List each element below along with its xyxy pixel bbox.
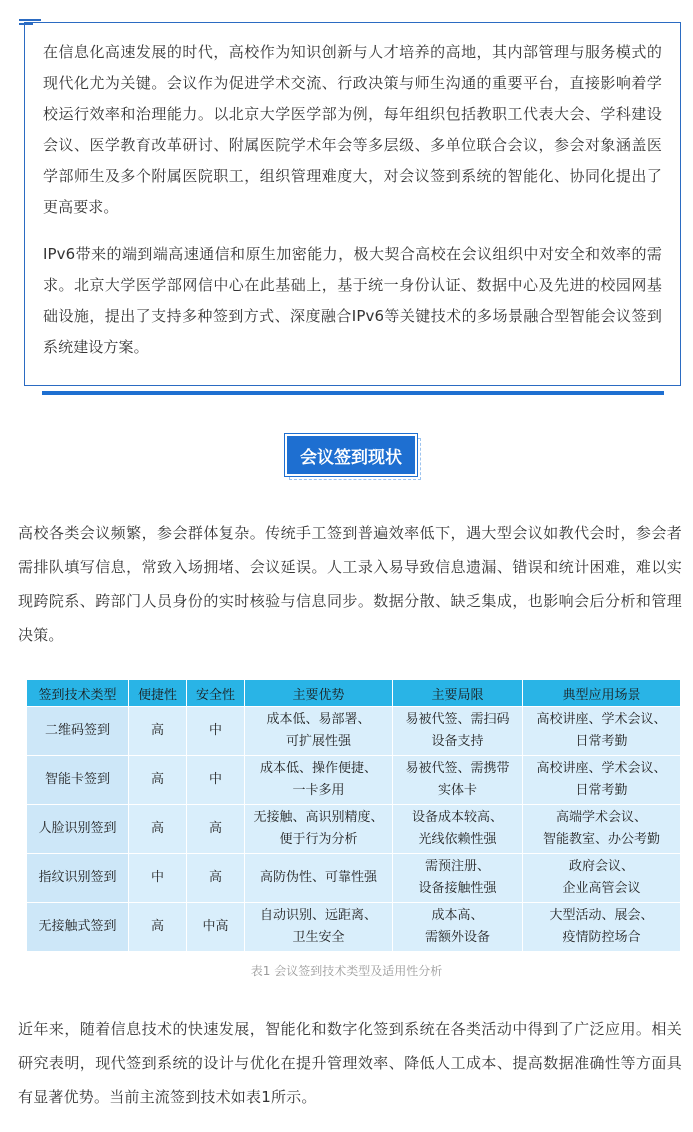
table-cell: 高	[129, 707, 187, 756]
header-cell: 安全性	[187, 680, 245, 707]
table-cell: 成本低、操作便捷、 一卡多用	[245, 756, 393, 805]
header-cell: 签到技术类型	[27, 680, 129, 707]
header-cell: 典型应用场景	[523, 680, 681, 707]
table-header-row	[27, 680, 681, 707]
table-cell: 无接触式签到	[27, 903, 129, 952]
table-cell: 高	[187, 805, 245, 854]
table-cell: 无接触、高识别精度、 便于行为分析	[245, 805, 393, 854]
table-cell: 政府会议、 企业高管会议	[523, 854, 681, 903]
table-caption: 表1 会议签到技术类型及适用性分析	[250, 964, 443, 978]
table-cell: 需预注册、 设备接触性强	[393, 854, 523, 903]
divider-bar	[42, 391, 664, 395]
header-cell: 便捷性	[129, 680, 187, 707]
signin-tech-table	[26, 679, 681, 952]
section-title: 会议签到现状	[285, 434, 417, 476]
header-cell: 主要局限	[393, 680, 523, 707]
table-cell: 成本低、易部署、 可扩展性强	[245, 707, 393, 756]
table-cell: 中	[187, 707, 245, 756]
intro-box	[24, 22, 681, 386]
table-cell: 智能卡签到	[27, 756, 129, 805]
table-cell: 高	[129, 805, 187, 854]
table-cell: 成本高、 需额外设备	[393, 903, 523, 952]
table-cell: 中高	[187, 903, 245, 952]
table-cell: 人脸识别签到	[27, 805, 129, 854]
intro-paragraph-2: IPv6带来的端到端高速通信和原生加密能力，极大契合高校在会议组织中对安全和效率的需求。北京大学医学部网信中心在此基础上，基于统一身份认证、数据中心及先进的校园网基础设施，提出了支持多种签到方式、深度融合IPv6等关键技术的多场景融合型智能会议签到系统建设方案。	[43, 245, 662, 356]
table-cell: 高	[129, 903, 187, 952]
table-cell: 高端学术会议、 智能教室、办公考勤	[523, 805, 681, 854]
table-row	[27, 756, 681, 805]
table-cell: 中	[129, 854, 187, 903]
table-cell: 二维码签到	[27, 707, 129, 756]
table-cell: 设备成本较高、 光线依赖性强	[393, 805, 523, 854]
header-cell: 主要优势	[245, 680, 393, 707]
table-cell: 指纹识别签到	[27, 854, 129, 903]
table-cell: 高校讲座、学术会议、 日常考勤	[523, 707, 681, 756]
table-cell: 自动识别、远距离、 卫生安全	[245, 903, 393, 952]
intro-paragraph-1: 在信息化高速发展的时代，高校作为知识创新与人才培养的高地，其内部管理与服务模式的现代化尤为关键。会议作为促进学术交流、行政决策与师生沟通的重要平台，直接影响着学校运行效率和治理能力。以北京大学医学部为例，每年组织包括教职工代表大会、学科建设会议、医学教育改革研讨、附属医院学术年会等多层级、多单位联合会议，参会对象涵盖医学部师生及多个附属医院职工，组织管理难度大，对会议签到系统的智能化、协同化提出了更高要求。	[43, 43, 662, 216]
table-row	[27, 805, 681, 854]
corner-decoration	[19, 19, 41, 27]
table-cell: 高防伪性、可靠性强	[245, 854, 393, 903]
table-row	[27, 707, 681, 756]
table-cell: 高	[129, 756, 187, 805]
table-cell: 易被代签、需扫码 设备支持	[393, 707, 523, 756]
table-row	[27, 854, 681, 903]
status-paragraph: 高校各类会议频繁，参会群体复杂。传统手工签到普遍效率低下，遇大型会议如教代会时，参会者需排队填写信息，常致入场拥堵、会议延误。人工录入易导致信息遗漏、错误和统计困难，难以实现跨院系、跨部门人员身份的实时核验与信息同步。数据分散、缺乏集成，也影响会后分析和管理决策。	[18, 524, 682, 644]
table-cell: 高校讲座、学术会议、 日常考勤	[523, 756, 681, 805]
table-cell: 大型活动、展会、 疫情防控场合	[523, 903, 681, 952]
table-cell: 中	[187, 756, 245, 805]
table-cell: 高	[187, 854, 245, 903]
section-heading	[285, 434, 421, 478]
table-row	[27, 903, 681, 952]
trend-paragraph: 近年来，随着信息技术的快速发展，智能化和数字化签到系统在各类活动中得到了广泛应用。相关研究表明，现代签到系统的设计与优化在提升管理效率、降低人工成本、提高数据准确性等方面具有显著优势。当前主流签到技术如表1所示。	[18, 1020, 682, 1106]
table-cell: 易被代签、需携带 实体卡	[393, 756, 523, 805]
